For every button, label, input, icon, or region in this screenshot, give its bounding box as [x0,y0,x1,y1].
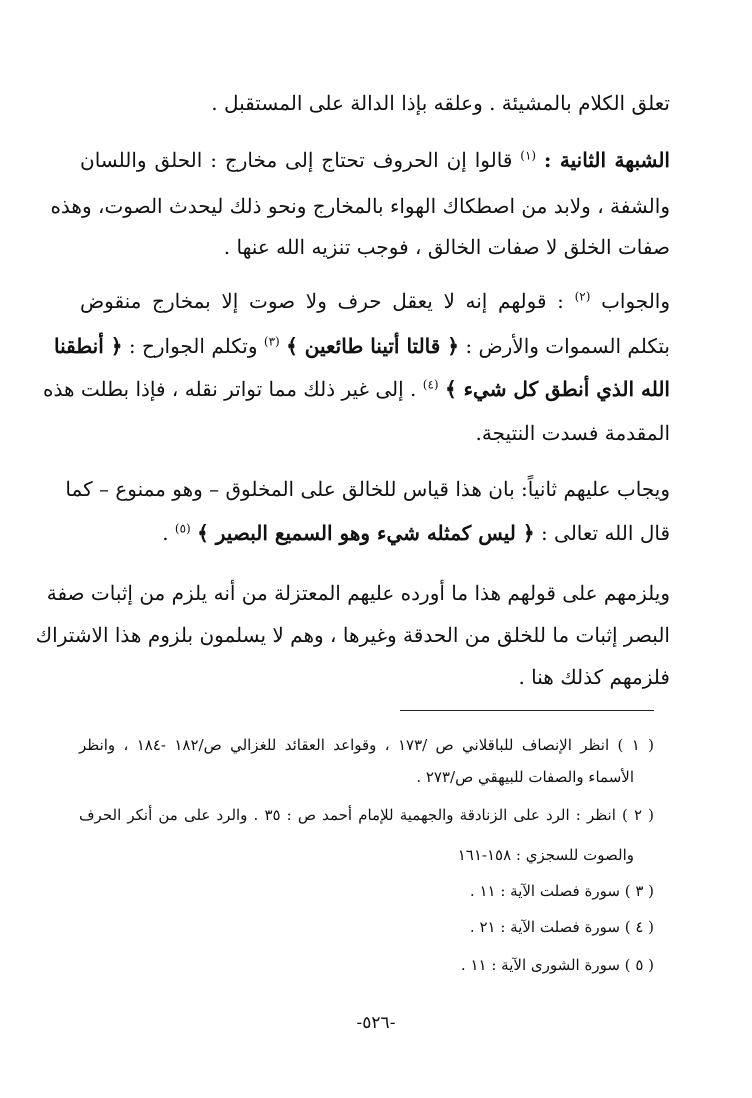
text-line [80,88,670,118]
footnote-divider [400,710,654,711]
footnote-ref: (٤) [422,377,439,392]
quran-quote: ﴿ قالتا أتينا طائعين ﴾ [286,334,460,358]
quran-quote: الله الذي أنطق كل شيء ﴾ [444,377,670,401]
line-text: قال الله تعالى : [540,521,670,545]
quran-quote: ﴿ أنطقنا [54,334,123,358]
footnote-ref: (٣) [263,334,280,349]
line-text: : قولهم إنه لا يعقل حرف ولا صوت إلا بمخارج منقوض [80,289,564,313]
line-text: . [162,521,169,545]
text-line [80,286,670,316]
line-text: صفات الخلق لا صفات الخالق ، فوجب تنزيه الله عنها . [223,235,670,259]
line-text: والجواب [601,289,670,313]
line-text: والشفة ، ولابد من اصطكاك الهواء بالمخارج ونحو ذلك ليحدث الصوت، وهذه [50,194,670,218]
line-text: بتكلم السموات والأرض : [465,334,670,358]
footnote-line: ( ٣ ) سورة فصلت الآية : ١١ . [469,882,654,900]
text-line [42,374,670,404]
quran-quote: ﴿ ليس كمثله شيء وهو السميع البصير ﴾ [197,521,535,545]
line-text: ويجاب عليهم ثانياً: بان هذا قياس للخالق على المخلوق – وهو ممنوع – كما [65,477,670,501]
line-text: المقدمة فسدت النتيجة. [475,421,670,445]
footnote-line: ( ٢ ) انظر : الرد على الزنادقة والجهمية للإمام أحمد ص : ٣٥ . والرد على من أنكر الحرف [79,806,655,824]
text-line [65,474,670,504]
text-line [54,331,670,361]
footnote-line: والصوت للسجزي : ١٥٨-١٦١ [457,846,634,864]
footnote-ref: (٢) [574,289,591,304]
page-number: -٥٢٦- [356,1013,396,1033]
line-text: قالوا إن الحروف تحتاج إلى مخارج : الحلق واللسان [80,148,513,172]
text-line [50,191,670,221]
footnote-ref: (١) [520,148,537,163]
text-line [46,578,670,608]
text-line [80,418,670,448]
text-line [80,232,670,262]
footnote-line: ( ١ ) انظر الإنصاف للباقلاني ص /١٧٣ ، وقواعد العقائد للغزالي ص/١٨٢ -١٨٤ ، وانظر [79,736,654,754]
text-line [80,662,670,692]
text-line [80,145,670,175]
text-line [80,518,670,548]
footnote-line: ( ٥ ) سورة الشورى الآية : ١١ . [460,956,654,974]
footnote-ref: (٥) [174,521,191,536]
footnote-line: ( ٤ ) سورة فصلت الآية : ٢١ . [469,918,654,936]
line-text: تعلق الكلام بالمشيئة . وعلقه بإذا الدالة على المستقبل . [211,91,670,115]
section-heading: الشبهة الثانية : [544,148,670,172]
footnote-line: الأسماء والصفات للبيهقي ص/٢٧٣ . [416,768,634,786]
line-text: فلزمهم كذلك هنا . [518,665,670,689]
line-text: البصر إثبات ما للخلق من الحدقة وغيرها ، وهم لا يسلمون بلزوم هذا الاشتراك [35,623,670,647]
text-line [35,620,670,650]
line-text: ويلزمهم على قولهم هذا ما أورده عليهم المعتزلة من أنه يلزم من إثبات صفة [46,581,670,605]
line-text: . إلى غير ذلك مما تواتر نقله ، فإذا بطلت هذه [42,377,417,401]
line-text: وتكلم الجوارح : [128,334,258,358]
